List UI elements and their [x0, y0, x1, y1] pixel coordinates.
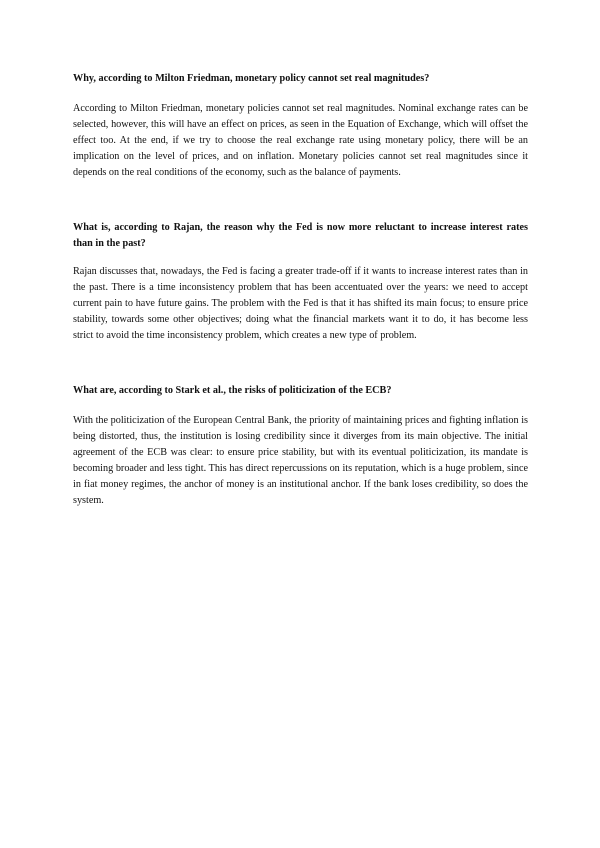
question-heading-3: What are, according to Stark et al., the risks of politicization of the ECB?: [73, 385, 392, 396]
answer-paragraph-3: With the politicization of the European Central Bank, the priority of maintaining prices and fighting inflation is being distorted, thus, the institution is losing credibility since it diverges from its main objective. The initial agreement of the ECB was clear: to ensure price stability, but with its eventual politicization, its mandate is becoming broader and less tight. This has direct repercussions on its reputation, which is a huge problem, since in fiat money regimes, the anchor of money is an institutional anchor. If the bank loses credibility, so does the system.: [73, 415, 528, 506]
answer-paragraph-2: Rajan discusses that, nowadays, the Fed is facing a greater trade-off if it wants to increase interest rates than in the past. There is a time inconsistency problem that has been accentuated over the years: we need to accept current pain to have future gains. The problem with the Fed is that it has shifted its main focus; to ensure price stability, towards some other objectives; doing what the financial markets want it to do, it has become less strict to avoid the time inconsistency problem, which creates a new type of problem.: [73, 266, 528, 341]
question-heading-1: Why, according to Milton Friedman, monetary policy cannot set real magnitudes?: [73, 73, 430, 84]
answer-paragraph-1: According to Milton Friedman, monetary policies cannot set real magnitudes. Nominal exchange rates can be selected, however, this will have an effect on prices, as seen in the Equation of Exchange, which will offset the effect too. At the end, if we try to choose the real exchange rate using monetary policy, there will be an implication on the level of prices, and on inflation. Monetary policies cannot set real magnitudes since it depends on the real conditions of the economy, such as the balance of payments.: [73, 103, 528, 178]
question-heading-2: What is, according to Rajan, the reason why the Fed is now more reluctant to increase interest rates than in the past?: [73, 222, 528, 249]
